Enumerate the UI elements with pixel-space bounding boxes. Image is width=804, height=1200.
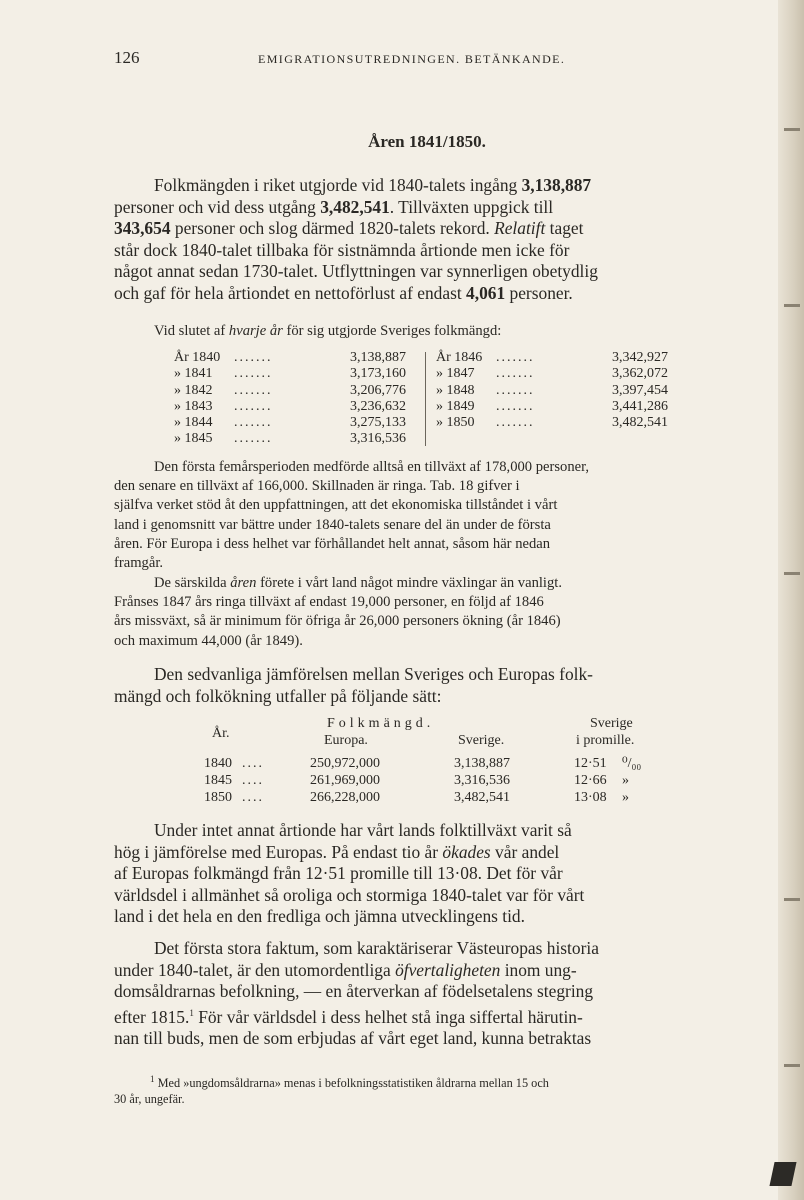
text-line: De särskilda åren förete i vårt land något mindre växlingar än vanligt. xyxy=(154,575,562,591)
column-header-europe: Europa. xyxy=(324,733,368,748)
text-line: själfva verket stöd åt den uppfattningen, att det ekonomiska tillståndet i vårt xyxy=(114,497,558,514)
table-row: » 1843 ....... 3,236,632 xyxy=(174,398,406,414)
text-line: den senare en tillväxt af 166,000. Skillnaden är ringa. Tab. 18 gifver i xyxy=(114,478,520,495)
table-row: År 1840 ....... 3,138,887 xyxy=(174,350,406,365)
text-line: Den första femårsperioden medförde alltså en tillväxt af 178,000 personer, xyxy=(154,459,590,475)
fact-paragraph xyxy=(114,938,740,1050)
table-row: » 1842 ....... 3,206,776 xyxy=(174,382,406,398)
text-line: mängd och folkökning utfaller på följande sätt: xyxy=(114,685,442,706)
variation-paragraph xyxy=(114,574,740,651)
footnote-ref: 1 xyxy=(189,1007,194,1018)
footnote-line: 30 år, ungefär. xyxy=(114,1092,185,1107)
running-title: EMIGRATIONSUTREDNINGEN. BETÄNKANDE. xyxy=(258,52,566,66)
text-line: Det första stora faktum, som karaktäriserar Västeuropas historia xyxy=(154,938,599,958)
text-line: och maximum 44,000 (år 1849). xyxy=(114,632,303,649)
text-line: års missväxt, så är minimum för öfriga år 26,000 personers ökning (år 1846) xyxy=(114,613,561,630)
europe-paragraph xyxy=(114,820,740,928)
table-row: 1840 .... 250,972,000 3,138,887 12·51 ⁰/₀₀ xyxy=(204,756,642,771)
column-header-permille-top: Sverige xyxy=(590,716,633,731)
text-line: något annat sedan 1730-talet. Utflyttningen var synnerligen obetydlig xyxy=(114,261,598,282)
text-line: af Europas folkmängd från 12·51 promille till 13·08. Det för vår xyxy=(114,863,563,884)
table-row: » 1841 ....... 3,173,160 xyxy=(174,366,406,382)
text-line: efter 1815.$^1$ För vår världsdel i dess helhet stå inga siffertal härutin- xyxy=(114,1006,583,1027)
text-line: åren. För Europa i dess helhet var förhållandet helt annat, såsom här nedan xyxy=(114,535,551,552)
text-line: 343,654 personer och slog därmed 1820-talets rekord. Relatift taget xyxy=(114,218,584,239)
table-row: » 1847 ....... 3,362,072 xyxy=(436,366,668,382)
text-line: under 1840-talet, är den utomordentliga öfvertaligheten inom ung- xyxy=(114,959,577,980)
edge-mark xyxy=(784,128,800,131)
intro-paragraph xyxy=(114,175,740,305)
table-row: » 1844 ....... 3,275,133 xyxy=(174,415,406,431)
table-row: 1850 .... 266,228,000 3,482,541 13·08 » xyxy=(204,790,629,805)
table-caption: Vid slutet af hvarje år för sig utgjorde Sveriges folkmängd: xyxy=(154,323,502,339)
table-row: » 1845 ....... 3,316,536 xyxy=(174,431,406,447)
table-row: » 1848 ....... 3,397,454 xyxy=(436,382,668,398)
table-row: 1845 .... 261,969,000 3,316,536 12·66 » xyxy=(204,773,629,788)
column-header-permille: i promille. xyxy=(576,733,635,748)
footnote xyxy=(114,1071,740,1107)
running-head xyxy=(114,48,594,70)
text-line: nan till buds, men de som erbjudas af vårt eget land, kunna betraktas xyxy=(114,1028,592,1049)
edge-mark xyxy=(784,304,800,307)
text-line: land i det hela en den fredliga och jämna utvecklingens tid. xyxy=(114,906,525,927)
text-line: står dock 1840-talet tillbaka för sistnämnda årtionde men icke för xyxy=(114,239,570,260)
comparison-intro xyxy=(114,664,740,707)
footnote-number: 1 xyxy=(150,1074,155,1084)
text-line: världsdel i allmänhet så oroliga och stormiga 1840-talet var för vårt xyxy=(114,884,585,905)
text-line: personer och vid dess utgång 3,482,541. Tillväxten uppgick till xyxy=(114,196,554,217)
text-line: domsåldrarnas befolkning, — en återverkan af födelsetalens stegring xyxy=(114,981,594,1002)
page-number: 126 xyxy=(114,48,140,67)
edge-mark xyxy=(784,1064,800,1067)
growth-paragraph xyxy=(114,458,740,573)
text-line: land i genomsnitt var bättre under 1840-talets senare del än under de första xyxy=(114,516,551,533)
table-row: År 1846 ....... 3,342,927 xyxy=(436,350,668,365)
section-title: Åren 1841/1850. xyxy=(368,132,486,151)
column-header-year: År. xyxy=(212,726,230,741)
footnote-line: $^1$ Med »ungdomsåldrarna» menas i befolkningsstatistiken åldrarna mellan 15 och xyxy=(150,1074,549,1091)
text-line: Den sedvanliga jämförelsen mellan Sveriges och Europas folk- xyxy=(154,664,593,684)
group-header: Folkmängd. xyxy=(327,716,435,731)
table-row: » 1849 ....... 3,441,286 xyxy=(436,398,668,414)
edge-mark xyxy=(784,898,800,901)
table-row: » 1850 ....... 3,482,541 xyxy=(436,415,668,431)
column-header-sweden: Sverige. xyxy=(458,733,505,748)
text-line: Folkmängden i riket utgjorde vid 1840-talets ingång 3,138,887 xyxy=(154,175,592,195)
population-column-left xyxy=(174,350,424,448)
population-column-right xyxy=(436,350,686,431)
edge-mark xyxy=(784,572,800,575)
text-line: framgår. xyxy=(114,555,164,572)
column-divider xyxy=(425,352,426,446)
text-line: Under intet annat årtionde har vårt lands folktillväxt varit så xyxy=(154,820,572,840)
text-line: och gaf för hela årtiondet en nettoförlust af endast 4,061 personer. xyxy=(114,282,573,303)
text-line: hög i jämförelse med Europas. På endast tio år ökades vår andel xyxy=(114,841,560,862)
page-edge xyxy=(778,0,804,1200)
text-line: Frånses 1847 års ringa tillväxt af endast 19,000 personer, en följd af 1846 xyxy=(114,594,544,611)
